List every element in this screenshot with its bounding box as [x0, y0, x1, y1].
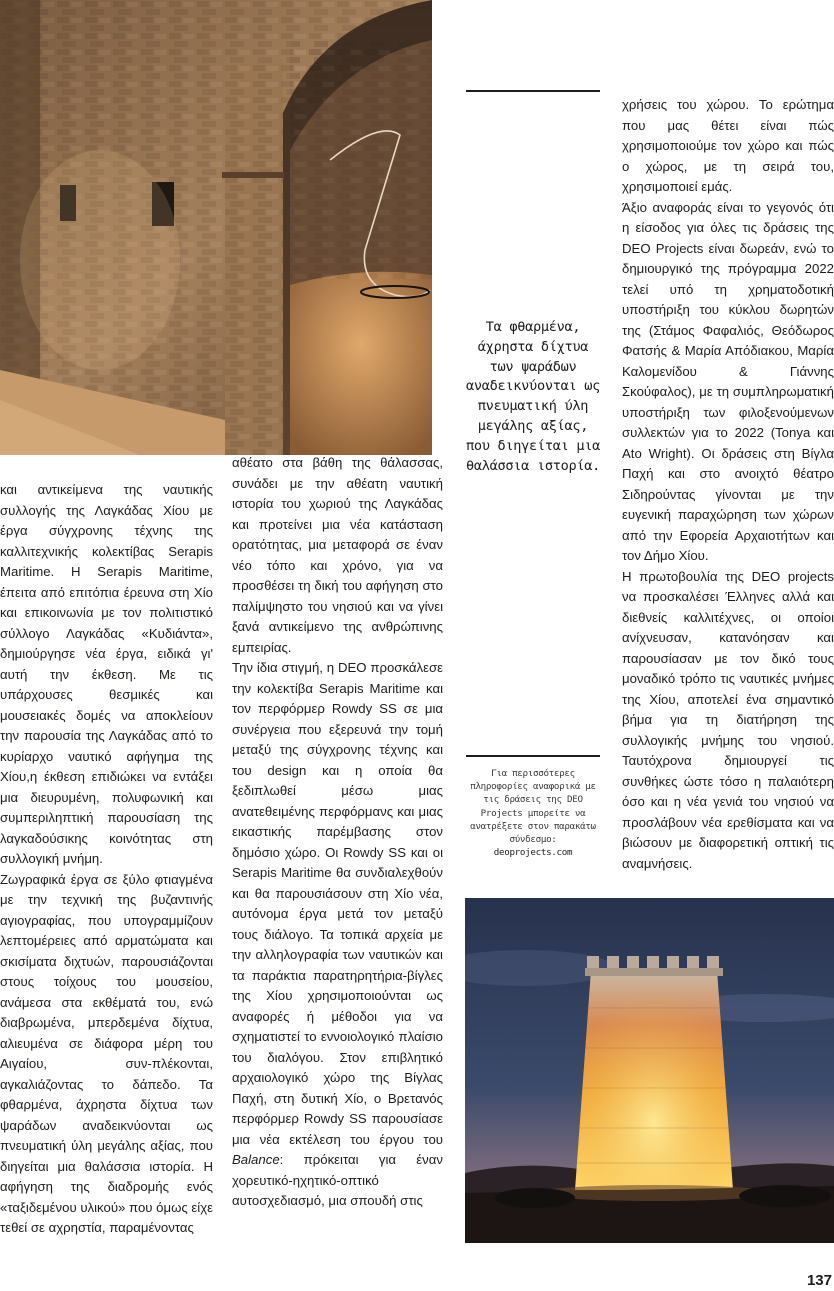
artwork-title: Balance [232, 1152, 280, 1167]
page-number: 137 [806, 1272, 832, 1289]
article-column-1 [0, 480, 213, 1239]
article-column-3 [622, 95, 834, 874]
paragraph: Άξιο αναφοράς είναι το γεγονός ότι η είσοδος για όλες τις δράσεις της DEO Projects είναι δωρεάν, ενώ το δημιουργικό της πρόγραμμα 2022 τελεί υπό τη χρηματοδοτική υποστήριξη του κύκλου δωρητών της (Στάμος Φαφαλιός, Θεόδωρος Φατσής & Μαρία Απόδιακου, Μαρία Καλομενίδου & Γιάννης Σκούφαλος), με τη συμπληρωματική υποστήριξη των φιλοξενούμενων συλλεκτών για το 2022 (Tonya και Ato Wright). Οι δράσεις στη Βίγλα Παχή και στο ανοιχτό θέατρο Σιδηρούντας γίνονται με την ευγενική παραχώρηση των χώρων από την Εφορεία Αρχαιοτήτων και τον Δήμο Χίου. [622, 199, 834, 563]
website-link[interactable]: deoprojects.com [493, 847, 573, 859]
paragraph: Ζωγραφικά έργα σε ξύλο φτιαγμένα με την τεχνική της βυζαντινής αγιογραφίας, που υπογραμμίζουν λεπτομέρειες από αρματώματα και σκισίματα διχτυών, παρουσιάζονται στους τοίχους του μουσείου, ανάμεσα στα εκθέματά του, ενώ διαβρωμένα, μπερδεμένα δίχτυα, αλιευμένα σε διάφορα μέρη του Αιγαίου, συν-πλέκονται, αγκαλιάζοντας το δάπεδο. Τα φθαρμένα, άχρηστα δίχτυα των ψαράδων αναδεικνύονται ως πνευματική ύλη μεγάλης αξίας, που διηγείται μια θαλάσσια ιστορία. Η αφήγηση της διαδρομής ενός «ταξιδεμένου υλικού» που όμως είχε τεθεί σε αχρηστία, παραμένοντας [0, 871, 214, 1235]
tower-illustration [465, 898, 834, 1243]
paragraph: και αντικείμενα της ναυτικής συλλογής της Λαγκάδας Χίου με έργα σύγχρονης τέχνης της καλλιτεχνικής κολεκτίβας Serapis Maritime. Η Serapis Maritime, έπειτα από επιτόπια έρευνα στη Χίο και επικοινωνία με τον πολιτιστικό σύλλογο Λαγκάδας «Κυδιάντα», δημιούργησε νέα έργα, ειδικά γι' αυτή την έκθεση. Με τις υπάρχουσες θεσμικές και μουσειακές δομές να αποκλείουν την παρουσία της Λαγκάδας από το κυρίαρχο ναυτικό αφήγημα της Χίου,η έκθεση επιδιώκει να εντάξει μια διευρυμένη, πολυφωνική και συμπεριληπτική παρουσίαση της λαγκαδούσικης κοινότητας στη συλλογική μνήμη. [0, 482, 213, 866]
paragraph: Η πρωτοβουλία της DEO projects να προσκαλέσει Έλληνες αλλά και διεθνείς καλλιτέχνες, οι οποίοι ανίχνευσαν, κατανόησαν και παρουσίασαν με τον δικό τους μοναδικό τρόπο τις ναυτικές μνήμες της Χίου, αποτελεί ένα σημαντικό βήμα για τη διατήρηση της συλλογικής μνήμης του νησιού. Ταυτόχρονα δημιουργεί τις συνθήκες ώστε τόσο η παλαιότερη όσο και η νέα γενιά του νησιού να προσλάβουν νέα ερεθίσματα και να βιώσουν με διαφορετική οπτική τις αναμνήσεις. [622, 568, 834, 871]
paragraph-text: Την ίδια στιγμή, η DEO προσκάλεσε την κολεκτίβα Serapis Maritime και τον περφόρμερ Rowdy SS σε μια συνέργεια που εξερευνά την τομή μεταξύ της σύγχρονης τέχνης και του design και η οποία θα ξεδιπλωθεί μέσω μιας ανατεθειμένης περφόρμανς και μιας εικαστικής παρέμβασης στον δημόσιο χώρο. Οι Rowdy SS και οι Serapis Maritime θα συνδιαλεχθούν και θα παρουσιάσουν στη Χίο νέα, αυτόνομα έργα μετά τον μεταξύ τους διάλογο. Τα τοπικά αρχεία με την αλληλογραφία των ναυτικών και τα παράκτια παρατηρητήρια-βίγλες της Χίου χρησιμοποιούνται ως αναφορές ή μέθοδοι για να σχηματιστεί το εννοιολογικό πλαίσιο του διαλόγου. Στον επιβλητικό αρχαιολογικό χώρο της Βίγλας Παχή, στη δυτική Χίο, ο Βρετανός περφόρμερ Rowdy SS παρουσίασε μια νέα εκτέλεση του έργου του [232, 660, 443, 1147]
paragraph: χρήσεις του χώρου. Το ερώτημα που μας θέτει είναι πώς χρησιμοποιούμε τον χώρο και πώς ο χώρος, με τη σειρά του, χρησιμοποιεί εμάς. [622, 97, 834, 194]
paragraph-text: : πρόκειται για έναν χορευτικό-ηχητικό-οπτικό αυτοσχεδιασμό, μια σπουδή στις [232, 1152, 443, 1208]
divider [466, 755, 600, 757]
paragraph: αθέατο στα βάθη της θάλασσας, συνάδει με την αθέατη ναυτική ιστορία του χωριού της Λαγκάδας και προτείνει μια νέα κατάσταση ορατότητας, μια μεταφορά σε έναν νέο τόπο και χρόνο, για να προσθέσει τη δική του αφήγηση στο παλίμψηστο του νησιού και να γίνει ξανά αντικείμενο της ανθρώπινης εμπειρίας. [232, 455, 443, 655]
pull-quote: Τα φθαρμένα, άχρηστα δίχτυα των ψαράδων αναδεικνύονται ως πνευματική ύλη μεγάλης αξίας, που διηγείται μια θαλάσσια ιστορία. [465, 319, 601, 474]
article-column-2 [232, 453, 443, 1212]
divider [466, 90, 600, 92]
vigla-tower-photo [465, 898, 834, 1243]
info-note [466, 767, 600, 859]
info-note-text: Για περισσότερες πληροφορίες αναφορικά με τις δράσεις της DEO Projects μπορείτε να ανατρέξετε στον παρακάτω σύνδεσμο: [470, 768, 596, 846]
gallery-room-illustration [0, 0, 432, 455]
gallery-room-photo [0, 0, 432, 455]
paragraph [232, 658, 443, 1212]
